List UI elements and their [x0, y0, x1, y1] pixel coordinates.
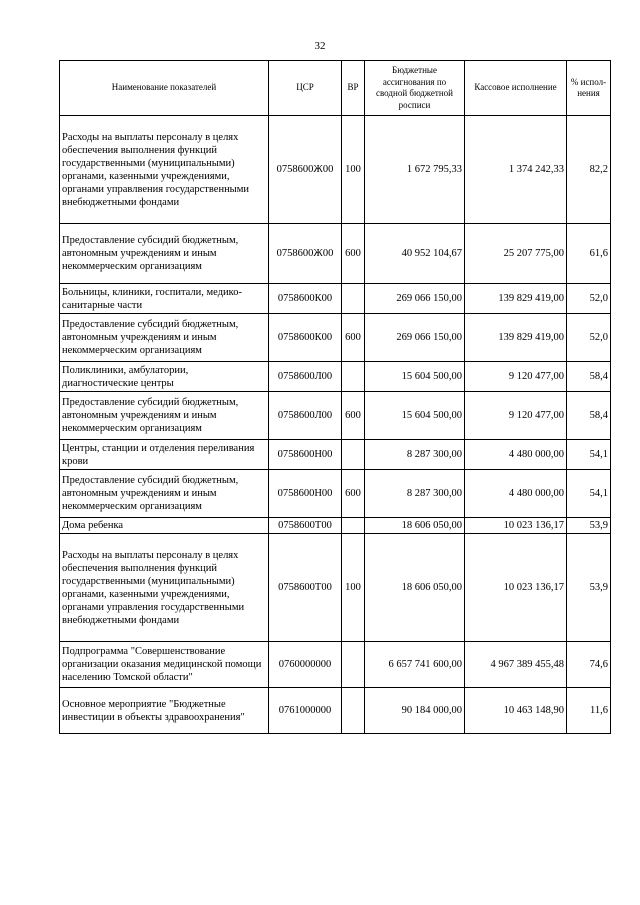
- row-vr: [342, 642, 365, 688]
- row-percent: 11,6: [567, 688, 611, 734]
- row-allocations: 18 606 050,00: [365, 534, 465, 642]
- row-allocations: 269 066 150,00: [365, 314, 465, 362]
- row-allocations: 90 184 000,00: [365, 688, 465, 734]
- row-allocations: 18 606 050,00: [365, 518, 465, 534]
- row-execution: 25 207 775,00: [465, 224, 567, 284]
- row-vr: [342, 518, 365, 534]
- row-allocations: 15 604 500,00: [365, 392, 465, 440]
- row-csr: 0760000000: [269, 642, 342, 688]
- table-body: [60, 116, 611, 734]
- row-name: Предоставление субсидий бюджетным, автономным учреждениям и иным некоммерческим организациям: [60, 392, 269, 440]
- table-row: [60, 314, 611, 362]
- row-execution: 1 374 242,33: [465, 116, 567, 224]
- row-percent: 74,6: [567, 642, 611, 688]
- row-vr: 100: [342, 116, 365, 224]
- table-row: [60, 642, 611, 688]
- row-name: Больницы, клиники, госпитали, медико-санитарные части: [60, 284, 269, 314]
- row-allocations: 15 604 500,00: [365, 362, 465, 392]
- table-row: [60, 688, 611, 734]
- row-vr: [342, 284, 365, 314]
- row-allocations: 1 672 795,33: [365, 116, 465, 224]
- row-csr: 0758600Ж00: [269, 116, 342, 224]
- row-vr: 100: [342, 534, 365, 642]
- row-execution: 10 023 136,17: [465, 518, 567, 534]
- table-row: [60, 116, 611, 224]
- row-name: Расходы на выплаты персоналу в целях обеспечения выполнения функций государственными (муниципальными) органами, казенными учреждениями, органами управления государственными внебюджетными фондами: [60, 534, 269, 642]
- row-vr: 600: [342, 224, 365, 284]
- row-csr: 0758600Т00: [269, 534, 342, 642]
- row-allocations: 269 066 150,00: [365, 284, 465, 314]
- page-number: 32: [314, 40, 326, 52]
- table-row: [60, 284, 611, 314]
- row-csr: 0758600Н00: [269, 470, 342, 518]
- row-vr: 600: [342, 392, 365, 440]
- row-csr: 0758600Ж00: [269, 224, 342, 284]
- row-execution: 4 967 389 455,48: [465, 642, 567, 688]
- table-row: [60, 362, 611, 392]
- row-percent: 54,1: [567, 470, 611, 518]
- row-percent: 58,4: [567, 392, 611, 440]
- row-allocations: 6 657 741 600,00: [365, 642, 465, 688]
- row-name: Подпрограмма "Совершенствование организации оказания медицинской помощи населению Томской области": [60, 642, 269, 688]
- row-percent: 52,0: [567, 314, 611, 362]
- row-percent: 61,6: [567, 224, 611, 284]
- row-execution: 9 120 477,00: [465, 362, 567, 392]
- row-vr: 600: [342, 314, 365, 362]
- header-allocations: Бюджетные ассигнования по сводной бюджетной росписи: [365, 61, 465, 116]
- budget-execution-table: [59, 60, 611, 734]
- row-allocations: 8 287 300,00: [365, 440, 465, 470]
- row-csr: 0758600Н00: [269, 440, 342, 470]
- row-allocations: 40 952 104,67: [365, 224, 465, 284]
- row-percent: 53,9: [567, 518, 611, 534]
- row-percent: 52,0: [567, 284, 611, 314]
- row-name: Предоставление субсидий бюджетным, автономным учреждениям и иным некоммерческим организациям: [60, 470, 269, 518]
- header-vr: ВР: [342, 61, 365, 116]
- row-csr: 0758600Л00: [269, 392, 342, 440]
- header-execution: Кассовое исполнение: [465, 61, 567, 116]
- header-percent: % испол-нения: [567, 61, 611, 116]
- row-vr: [342, 688, 365, 734]
- row-csr: 0761000000: [269, 688, 342, 734]
- table-row: [60, 518, 611, 534]
- row-name: Дома ребенка: [60, 518, 269, 534]
- row-name: Поликлиники, амбулатории, диагностические центры: [60, 362, 269, 392]
- table-row: [60, 470, 611, 518]
- table-row: [60, 392, 611, 440]
- row-percent: 58,4: [567, 362, 611, 392]
- row-name: Расходы на выплаты персоналу в целях обеспечения выполнения функций государственными (муниципальными) органами, казенными учреждениями, органами управлвения государственными внебюджетными фондами: [60, 116, 269, 224]
- row-execution: 4 480 000,00: [465, 470, 567, 518]
- table-header-row: [60, 61, 611, 116]
- row-percent: 53,9: [567, 534, 611, 642]
- row-name: Центры, станции и отделения переливания крови: [60, 440, 269, 470]
- row-name: Предоставление субсидий бюджетным, автономным учреждениям и иным некоммерческим организациям: [60, 224, 269, 284]
- header-csr: ЦСР: [269, 61, 342, 116]
- row-csr: 0758600Л00: [269, 362, 342, 392]
- row-vr: 600: [342, 470, 365, 518]
- row-percent: 82,2: [567, 116, 611, 224]
- row-name: Основное мероприятие "Бюджетные инвестиции в объекты здравоохранения": [60, 688, 269, 734]
- row-csr: 0758600Т00: [269, 518, 342, 534]
- row-execution: 139 829 419,00: [465, 314, 567, 362]
- table-row: [60, 534, 611, 642]
- table-row: [60, 224, 611, 284]
- row-vr: [342, 440, 365, 470]
- table-row: [60, 440, 611, 470]
- row-csr: 0758600К00: [269, 314, 342, 362]
- header-name: Наименование показателей: [60, 61, 269, 116]
- row-csr: 0758600К00: [269, 284, 342, 314]
- row-name: Предоставление субсидий бюджетным, автономным учреждениям и иным некоммерческим организациям: [60, 314, 269, 362]
- row-execution: 10 023 136,17: [465, 534, 567, 642]
- row-execution: 10 463 148,90: [465, 688, 567, 734]
- row-allocations: 8 287 300,00: [365, 470, 465, 518]
- row-percent: 54,1: [567, 440, 611, 470]
- row-execution: 4 480 000,00: [465, 440, 567, 470]
- row-execution: 139 829 419,00: [465, 284, 567, 314]
- row-execution: 9 120 477,00: [465, 392, 567, 440]
- row-vr: [342, 362, 365, 392]
